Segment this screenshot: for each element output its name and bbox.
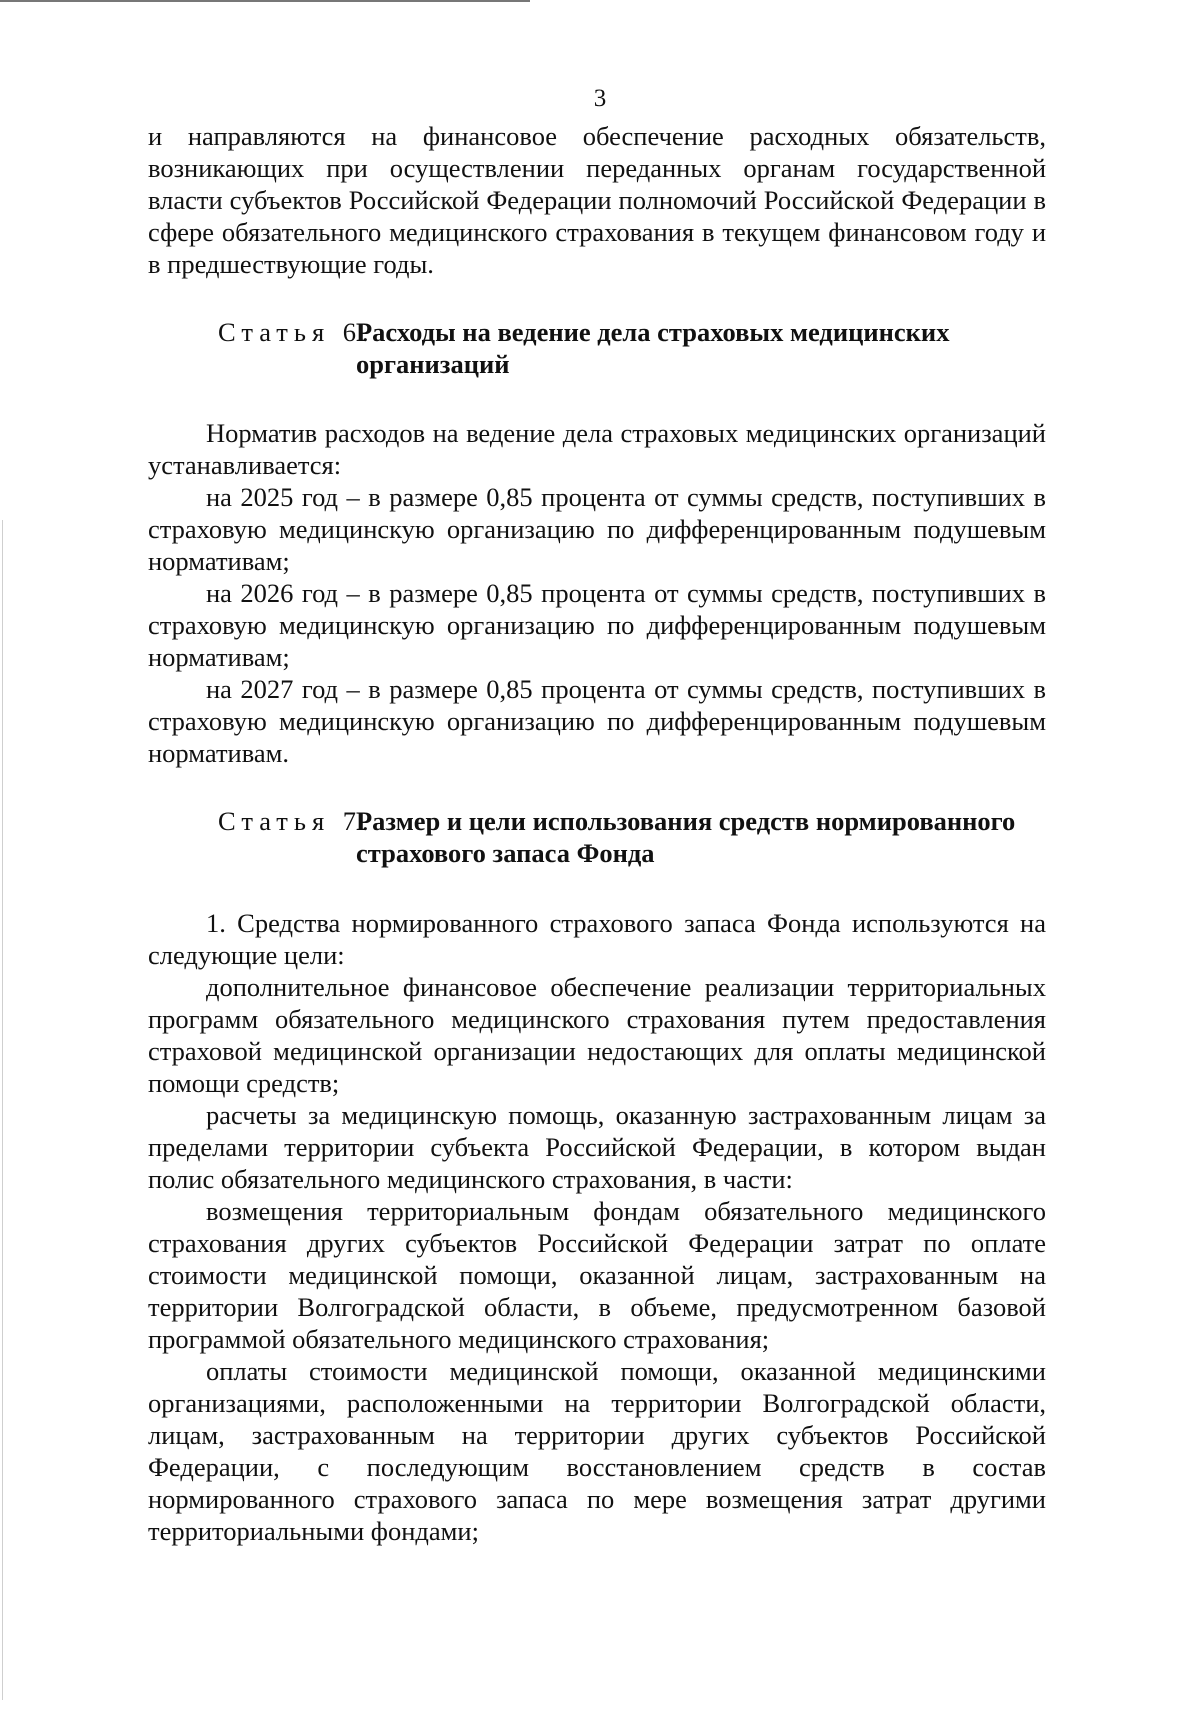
spacer — [148, 380, 1046, 417]
intro-paragraph: и направляются на финансовое обеспечение расходных обязательств, возникающих при осуществлении переданных органам государственной власти субъектов Российской Федерации полномочий Российской Федерации в сфере обязательного медицинского страхования в текущем финансовом году и в предшествующие годы. — [148, 121, 1046, 279]
spacer — [148, 280, 1046, 316]
page-number: 3 — [593, 85, 607, 112]
article-7-paragraph: возмещения территориальным фондам обязательного медицинского страхования других субъектов Российской Федерации затрат по оплате стоимости медицинской помощи, оказанной лицам, застрахованным на территории Волгоградской области, в объеме, предусмотренном базовой программой обязательного медицинского страхования; — [148, 1196, 1046, 1354]
article-7-paragraph: 1. Средства нормированного страхового запаса Фонда используются на следующие цели: — [148, 908, 1046, 970]
article-6-paragraph: на 2027 год – в размере 0,85 процента от суммы средств, поступивших в страховую медицинскую организацию по дифференцированным подушевым нормативам. — [148, 674, 1046, 768]
article-7-paragraph: оплаты стоимости медицинской помощи, оказанной медицинскими организациями, расположенными на территории Волгоградской области, лицам, застрахованным на территории других субъектов Российской Федерации, с последующим восстановлением средств в состав нормированного страхового запаса по мере возмещения затрат другими территориальными фондами; — [148, 1356, 1046, 1546]
spacer — [148, 769, 1046, 805]
document-body — [148, 120, 1046, 1547]
article-7-heading — [148, 805, 1046, 869]
article-7-paragraph: расчеты за медицинскую помощь, оказанную застрахованным лицам за пределами территории субъекта Российской Федерации, в котором выдан полис обязательного медицинского страхования, в части: — [148, 1100, 1046, 1194]
spacer — [148, 869, 1046, 907]
article-7-title: Размер и цели использования средств нормированного страхового запаса Фонда — [356, 806, 1016, 868]
article-7-prefix: Статья 7. — [218, 806, 375, 836]
article-6-paragraph: на 2026 год – в размере 0,85 процента от суммы средств, поступивших в страховую медицинскую организацию по дифференцированным подушевым нормативам; — [148, 578, 1046, 672]
article-7-paragraph: дополнительное финансовое обеспечение реализации территориальных программ обязательного медицинского страхования путем предоставления страховой медицинской организации недостающих для оплаты медицинской помощи средств; — [148, 972, 1046, 1098]
article-6-heading — [148, 316, 1046, 380]
article-6-title: Расходы на ведение дела страховых медицинских организаций — [356, 317, 950, 379]
article-6-prefix: Статья 6. — [218, 317, 375, 347]
article-6-paragraph: Норматив расходов на ведение дела страховых медицинских организаций устанавливается: — [148, 418, 1046, 480]
article-6-paragraph: на 2025 год – в размере 0,85 процента от суммы средств, поступивших в страховую медицинскую организацию по дифференцированным подушевым нормативам; — [148, 482, 1046, 576]
